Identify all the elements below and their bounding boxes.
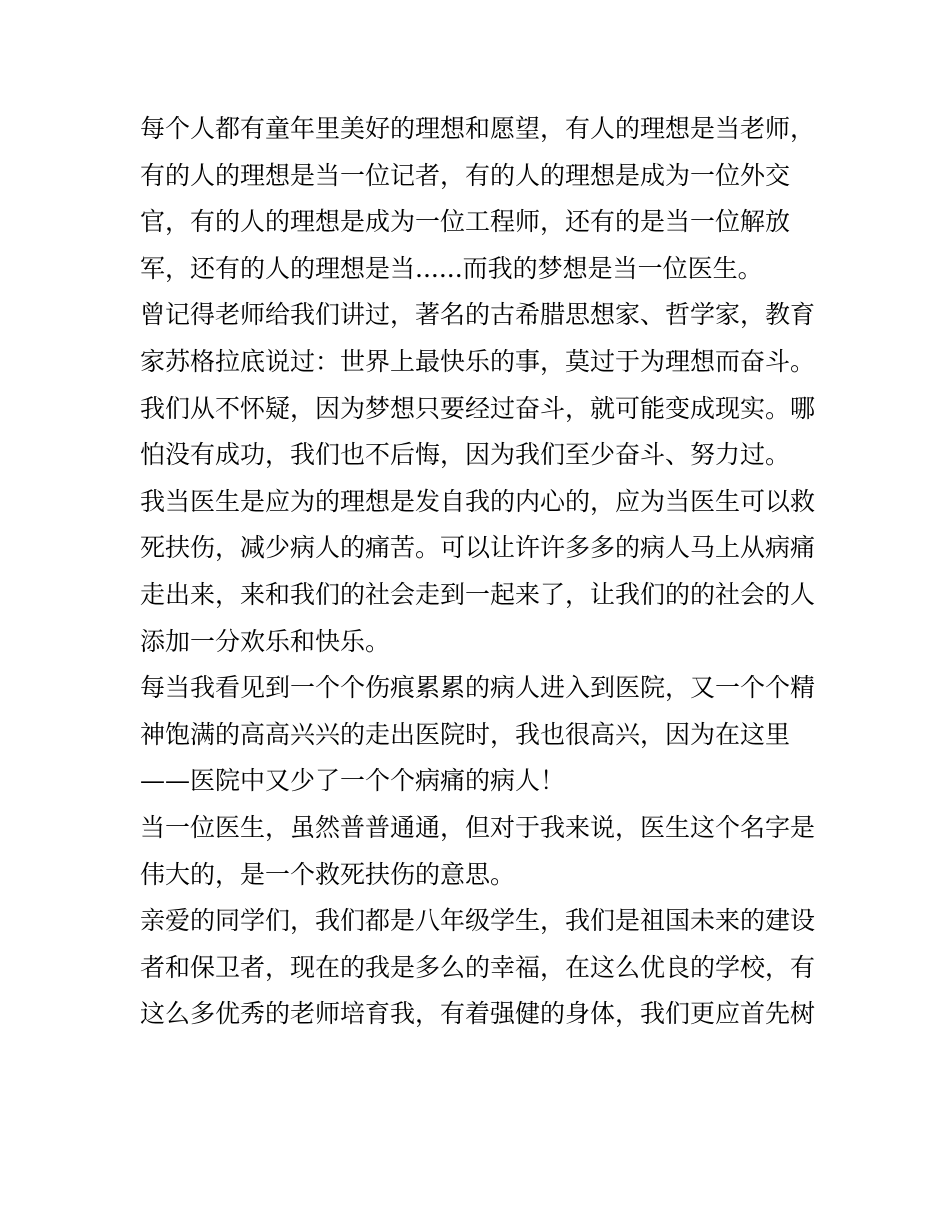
- text-line-15: ——医院中又少了一个个病痛的病人！: [140, 766, 566, 796]
- text-line-16: 当一位医生，虽然普普通通，但对于我来说，医生这个名字是: [140, 812, 816, 842]
- text-line-14: 神饱满的高高兴兴的走出医院时，我也很高兴，因为在这里: [140, 719, 791, 749]
- text-line-7: 我们从不怀疑，因为梦想只要经过奋斗，就可能变成现实。哪: [140, 393, 816, 423]
- text-line-1: 每个人都有童年里美好的理想和愿望，有人的理想是当老师，: [140, 114, 816, 143]
- text-line-4: 军，还有的人的理想是当......而我的梦想是当一位医生。: [140, 253, 763, 283]
- text-line-2: 有的人的理想是当一位记者，有的人的理想是成为一位外交: [140, 160, 791, 190]
- text-line-19: 者和保卫者，现在的我是多么的幸福，在这么优良的学校，有: [140, 952, 816, 982]
- text-line-17: 伟大的，是一个救死扶伤的意思。: [140, 859, 516, 889]
- text-line-10: 死扶伤，减少病人的痛苦。可以让许许多多的病人马上从病痛: [140, 533, 816, 563]
- text-line-5: 曾记得老师给我们讲过，著名的古希腊思想家、哲学家，教育: [140, 300, 816, 330]
- text-line-9: 我当医生是应为的理想是发自我的内心的，应为当医生可以救: [140, 486, 816, 516]
- text-line-13: 每当我看见到一个个伤痕累累的病人进入到医院，又一个个精: [140, 673, 816, 703]
- text-line-11: 走出来，来和我们的社会走到一起来了，让我们的的社会的人: [140, 579, 816, 609]
- text-line-18: 亲爱的同学们，我们都是八年级学生，我们是祖国未来的建设: [140, 906, 816, 936]
- document-body: [140, 106, 820, 1038]
- text-line-12: 添加一分欢乐和快乐。: [140, 626, 391, 656]
- text-line-20: 这么多优秀的老师培育我，有着强健的身体，我们更应首先树: [140, 999, 816, 1029]
- text-line-8: 怕没有成功，我们也不后悔，因为我们至少奋斗、努力过。: [140, 440, 791, 470]
- text-line-6: 家苏格拉底说过：世界上最快乐的事，莫过于为理想而奋斗。: [140, 346, 816, 376]
- text-line-3: 官，有的人的理想是成为一位工程师，还有的是当一位解放: [140, 207, 791, 237]
